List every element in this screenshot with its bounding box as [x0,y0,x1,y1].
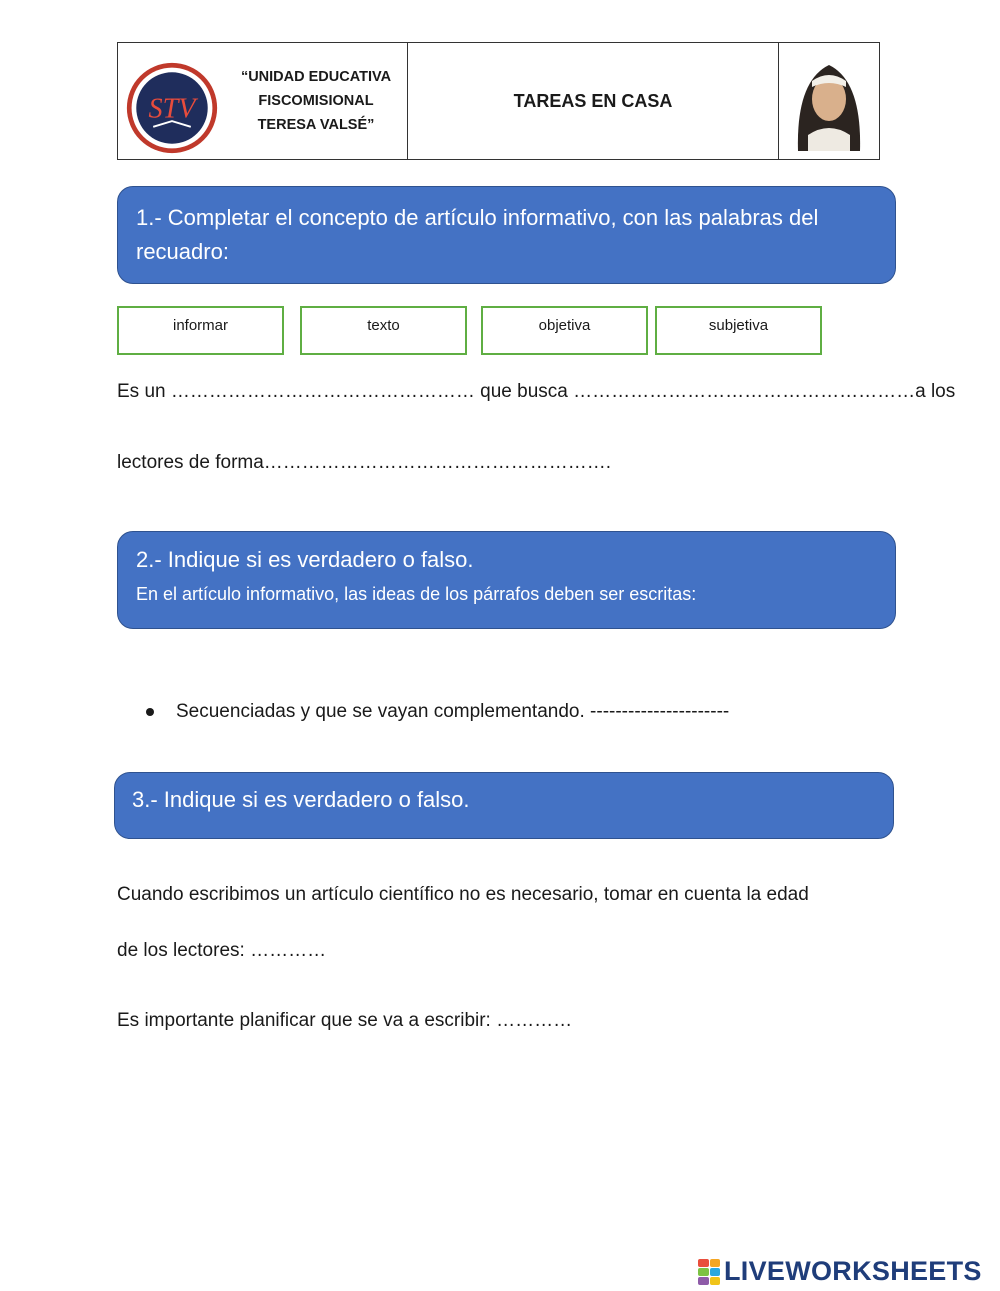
true-false-item[interactable]: Secuenciadas y que se vayan complementando. ---------------------- [176,701,730,722]
school-cell [118,43,408,159]
word-bank-item[interactable]: objetiva [481,306,648,355]
statement-1-line-2[interactable]: de los lectores: ………… [117,940,327,961]
instruction-2-subtitle: En el artículo informativo, las ideas de los párrafos deben ser escritas: [136,584,697,604]
liveworksheets-icon [698,1259,720,1285]
portrait-icon [786,51,872,151]
word-bank-item[interactable]: texto [300,306,467,355]
page-title: TAREAS EN CASA [408,43,779,159]
instruction-3-box: 3.- Indique si es verdadero o falso. [114,772,894,839]
instruction-2-title: 2.- Indique si es verdadero o falso. [136,547,474,572]
portrait-cell [779,43,879,159]
school-logo-icon [125,61,219,155]
worksheet-header [117,42,880,160]
statement-1-line-1: Cuando escribimos un artículo científico no es necesario, tomar en cuenta la edad [117,884,809,905]
liveworksheets-logo [698,1256,982,1287]
instruction-1-box: 1.- Completar el concepto de artículo informativo, con las palabras del recuadro: [117,186,896,284]
liveworksheets-brand: LIVEWORKSHEETS [724,1256,982,1286]
bullet-icon [146,708,154,716]
school-name: “UNIDAD EDUCATIVA FISCOMISIONAL TERESA VALSÉ” [240,69,392,133]
statement-2[interactable]: Es importante planificar que se va a escribir: ………… [117,1010,573,1031]
instruction-2-box [117,531,896,629]
fill-sentence-line-2[interactable]: lectores de forma………………………………………………. [117,452,612,473]
fill-sentence-line-1[interactable]: Es un ………………………………………… que busca ………………………………………………a los [117,381,956,402]
word-bank-item[interactable]: subjetiva [655,306,822,355]
logo-text: STV [148,93,196,125]
word-bank-item[interactable]: informar [117,306,284,355]
